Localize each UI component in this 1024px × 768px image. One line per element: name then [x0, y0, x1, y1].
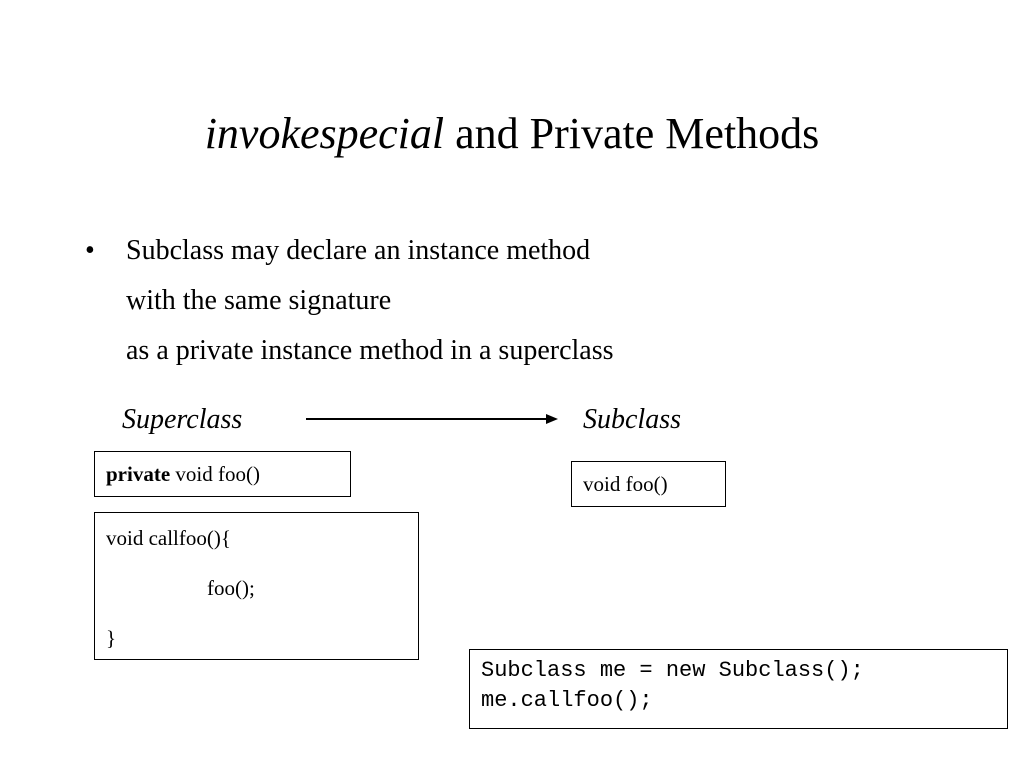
private-method-box — [94, 451, 351, 497]
callfoo-line-2: foo(); — [207, 576, 255, 600]
callfoo-line-3: } — [106, 626, 117, 650]
title-rest-part: and Private Methods — [444, 109, 820, 158]
bullet-line-2: with the same signature — [126, 285, 392, 316]
bullet-line-1: Subclass may declare an instance method — [126, 235, 591, 266]
code-line-1: Subclass me = new Subclass(); — [481, 658, 864, 683]
subclass-method-signature: void foo() — [583, 472, 668, 496]
slide-title — [0, 106, 1024, 162]
code-snippet-box — [469, 649, 1008, 729]
subclass-label: Subclass — [583, 404, 681, 435]
bullet-text — [126, 226, 614, 376]
code-line-2: me.callfoo(); — [481, 688, 653, 713]
callfoo-line-1: void callfoo(){ — [106, 526, 231, 550]
subclass-method-box — [571, 461, 726, 507]
bullet-line-3: as a private instance method in a superclass — [126, 335, 614, 366]
private-keyword: private — [106, 462, 171, 486]
superclass-label: Superclass — [122, 404, 243, 435]
title-italic-part: invokespecial — [204, 109, 445, 158]
inheritance-arrow — [306, 409, 558, 429]
bullet-marker: • — [85, 235, 95, 266]
private-method-signature: void foo() — [170, 462, 260, 486]
callfoo-method-box — [94, 512, 419, 660]
